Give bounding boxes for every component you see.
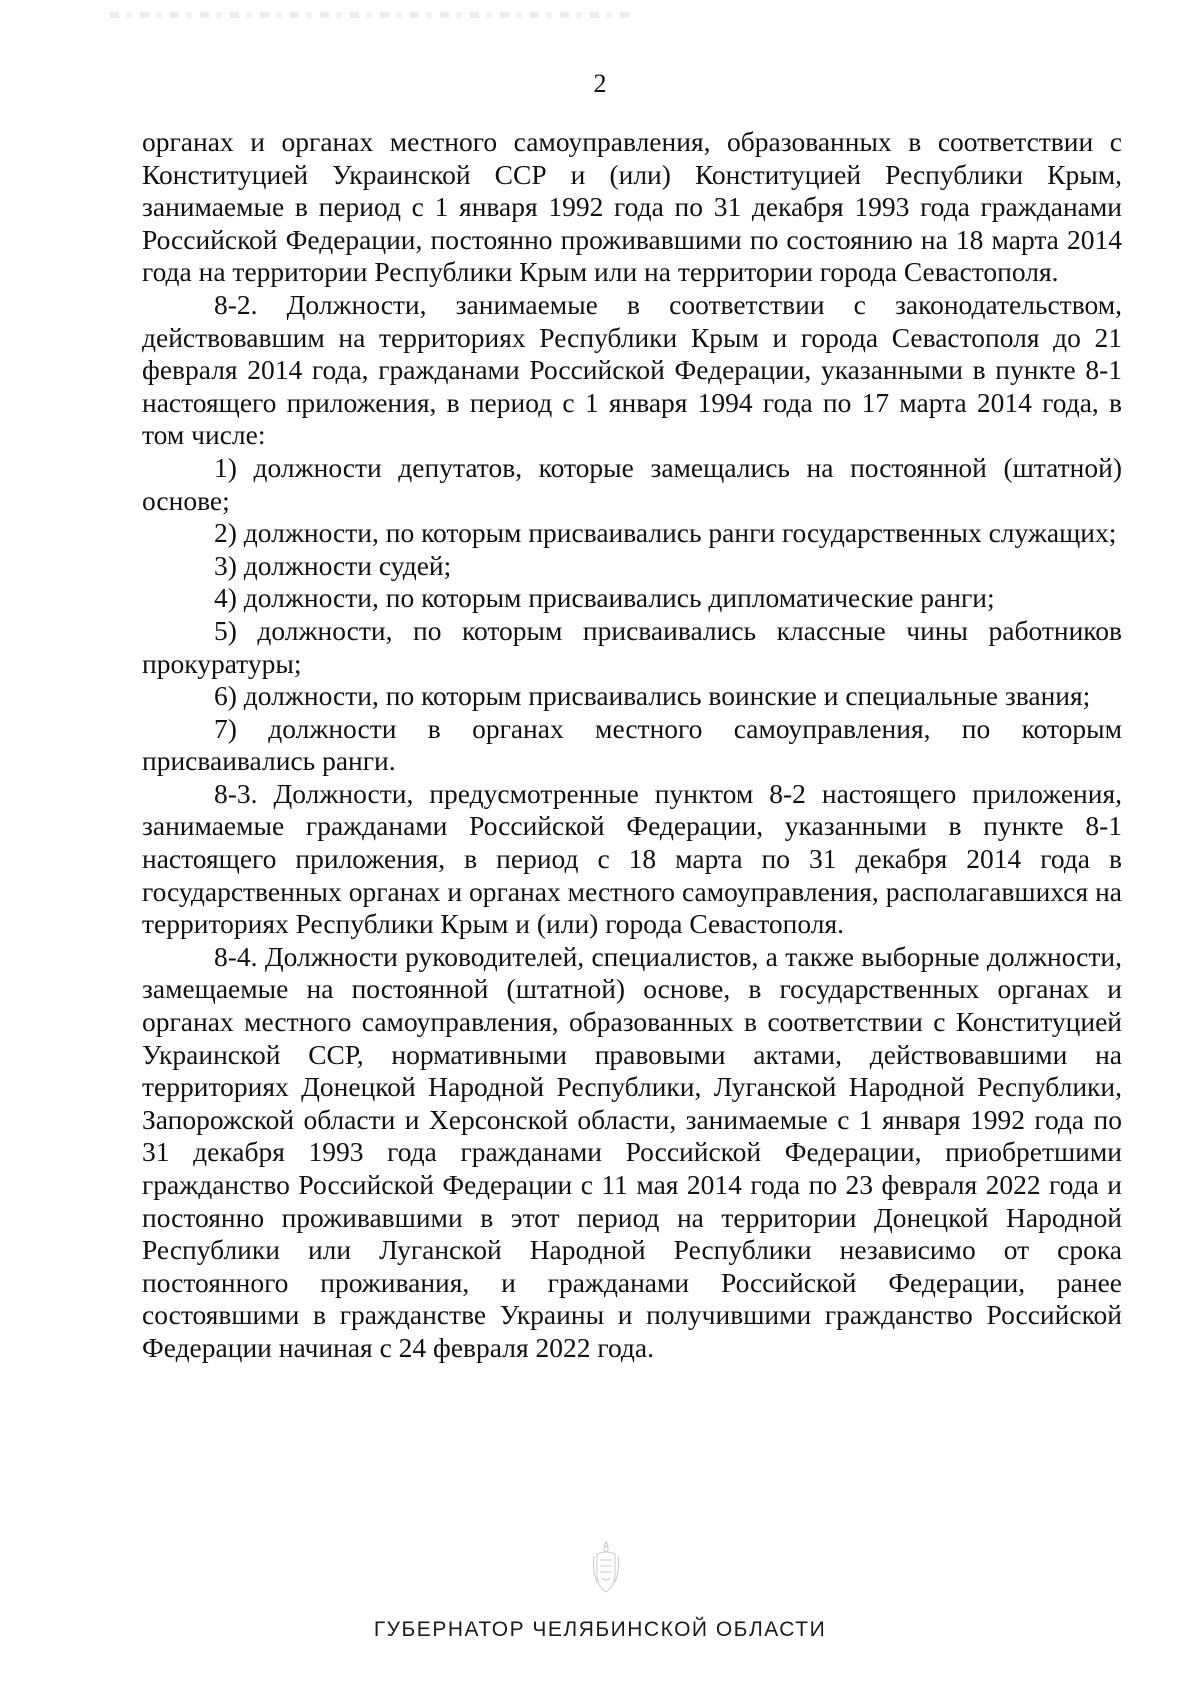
- list-item-3: 3) должности судей;: [214, 549, 452, 581]
- paragraph-continuation: органах и органах местного самоуправления, образованных в соответствии с Конституцией Украинской ССР и (или) Конституцией Республики Крым, занимаемые в период с 1 января 1992 года по 31 декабря 1993 года гражданами Российской Федерации, постоянно проживавшими по состоянию на 18 марта 2014 года на территории Республики Крым или на территории города Севастополя.: [142, 126, 1122, 288]
- paragraph-8-3: 8-3. Должности, предусмотренные пунктом 8-2 настоящего приложения, занимаемые гражданами Российской Федерации, указанными в пункте 8-1 настоящего приложения, в период с 18 марта по 31 декабря 2014 года в государственных органах и органах местного самоуправления, располагавшихся на территориях Республики Крым и (или) города Севастополя.: [142, 777, 1122, 940]
- list-item-5: 5) должности, по которым присваивались классные чины работников прокуратуры;: [142, 614, 1122, 679]
- governor-signature-line: ГУБЕРНАТОР ЧЕЛЯБИНСКОЙ ОБЛАСТИ: [373, 1618, 827, 1641]
- paragraph-8-2: 8-2. Должности, занимаемые в соответствии с законодательством, действовавшим на территориях Республики Крым и города Севастополя до 21 февраля 2014 года, гражданами Российской Федерации, указанными в пункте 8-1 настоящего приложения, в период с 1 января 1994 года по 17 марта 2014 года, в том числе:: [142, 288, 1122, 451]
- document-footer: [0, 1540, 1200, 1670]
- coat-of-arms-icon: [591, 1540, 621, 1598]
- list-item-4: 4) должности, по которым присваивались дипломатические ранги;: [214, 582, 995, 614]
- document-body: [142, 126, 1122, 1365]
- list-item-7: 7) должности в органах местного самоуправления, по которым присваивались ранги.: [142, 712, 1122, 777]
- list-item-2: 2) должности, по которым присваивались ранги государственных служащих;: [214, 517, 1117, 549]
- paragraph-8-4: 8-4. Должности руководителей, специалистов, а также выборные должности, замещаемые на постоянной (штатной) основе, в государственных органах и органах местного самоуправления, образованных в соответствии с Конституцией Украинской ССР, нормативными правовыми актами, действовавшими на территориях Донецкой Народной Республики, Луганской Народной Республики, Запорожской области и Херсонской области, занимаемые с 1 января 1992 года по 31 декабря 1993 года гражданами Российской Федерации, приобретшими гражданство Российской Федерации с 11 мая 2014 года по 23 февраля 2022 года и постоянно проживавшими в этот период на территории Донецкой Народной Республики или Луганской Народной Республики независимо от срока постоянного проживания, и гражданами Российской Федерации, ранее состоявшими в гражданстве Украины и получившими гражданство Российской Федерации начиная с 24 февраля 2022 года.: [142, 940, 1122, 1363]
- list-item-6: 6) должности, по которым присваивались воинские и специальные звания;: [214, 680, 1091, 712]
- page-number: 2: [593, 69, 607, 98]
- list-item-1: 1) должности депутатов, которые замещались на постоянной (штатной) основе;: [142, 451, 1122, 516]
- scan-artifact: [110, 12, 630, 18]
